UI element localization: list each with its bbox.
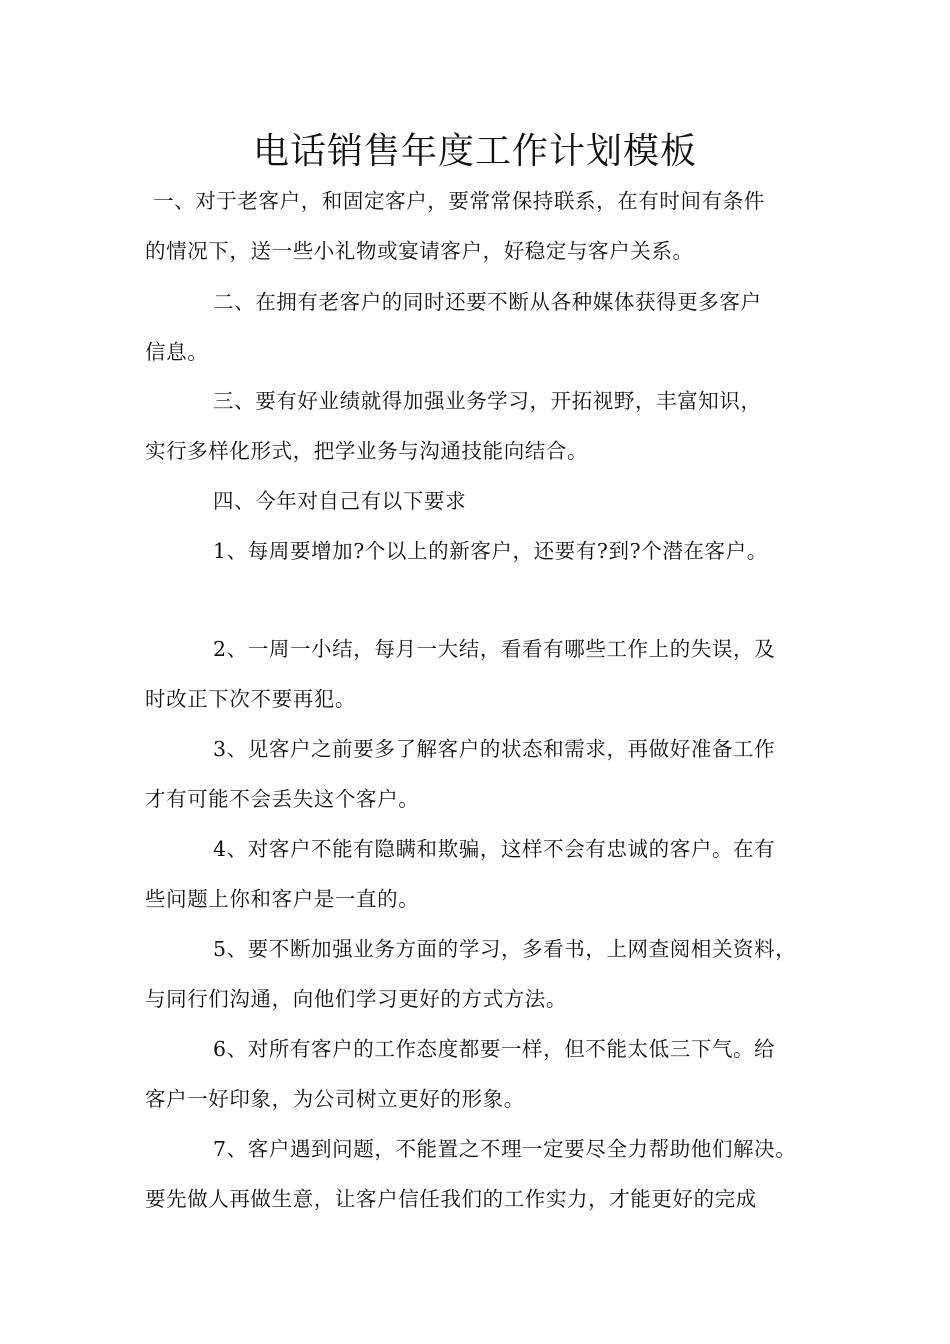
paragraph-line: 三、要有好业绩就得加强业务学习，开拓视野，丰富知识， bbox=[213, 389, 762, 413]
paragraph-line: 5、要不断加强业务方面的学习，多看书，上网查阅相关资料， bbox=[213, 937, 797, 961]
paragraph-line: 3、见客户之前要多了解客户的状态和需求，再做好准备工作 bbox=[213, 737, 776, 761]
paragraph-line: 与同行们沟通，向他们学习更好的方式方法。 bbox=[145, 987, 567, 1011]
paragraph-line: 实行多样化形式，把学业务与沟通技能向结合。 bbox=[145, 439, 589, 463]
paragraph-line: 要先做人再做生意，让客户信任我们的工作实力，才能更好的完成 bbox=[145, 1187, 757, 1211]
document-title: 电话销售年度工作计划模板 bbox=[252, 131, 697, 172]
paragraph-line: 1、每周要增加?个以上的新客户，还要有?到?个潜在客户。 bbox=[213, 539, 768, 563]
paragraph-line: 时改正下次不要再犯。 bbox=[145, 687, 356, 711]
paragraph-line: 二、在拥有老客户的同时还要不断从各种媒体获得更多客户 bbox=[213, 290, 762, 314]
paragraph-line: 四、今年对自己有以下要求 bbox=[213, 489, 467, 513]
paragraph-line: 7、客户遇到问题，不能置之不理一定要尽全力帮助他们解决。 bbox=[213, 1137, 797, 1161]
paragraph-line: 些问题上你和客户是一直的。 bbox=[145, 887, 420, 911]
paragraph-line: 6、对所有客户的工作态度都要一样，但不能太低三下气。给 bbox=[213, 1037, 776, 1061]
paragraph-line: 4、对客户不能有隐瞒和欺骗，这样不会有忠诚的客户。在有 bbox=[213, 837, 776, 861]
paragraph-line: 2、一周一小结，每月一大结，看看有哪些工作上的失误，及 bbox=[213, 637, 776, 661]
paragraph-line: 客户一好印象，为公司树立更好的形象。 bbox=[145, 1087, 525, 1111]
paragraph-line: 才有可能不会丢失这个客户。 bbox=[145, 787, 420, 811]
paragraph-line: 一、对于老客户，和固定客户，要常常保持联系，在有时间有条件 bbox=[153, 189, 765, 213]
paragraph-line: 的情况下，送一些小礼物或宴请客户，好稳定与客户关系。 bbox=[145, 239, 694, 263]
paragraph-line: 信息。 bbox=[145, 340, 209, 364]
